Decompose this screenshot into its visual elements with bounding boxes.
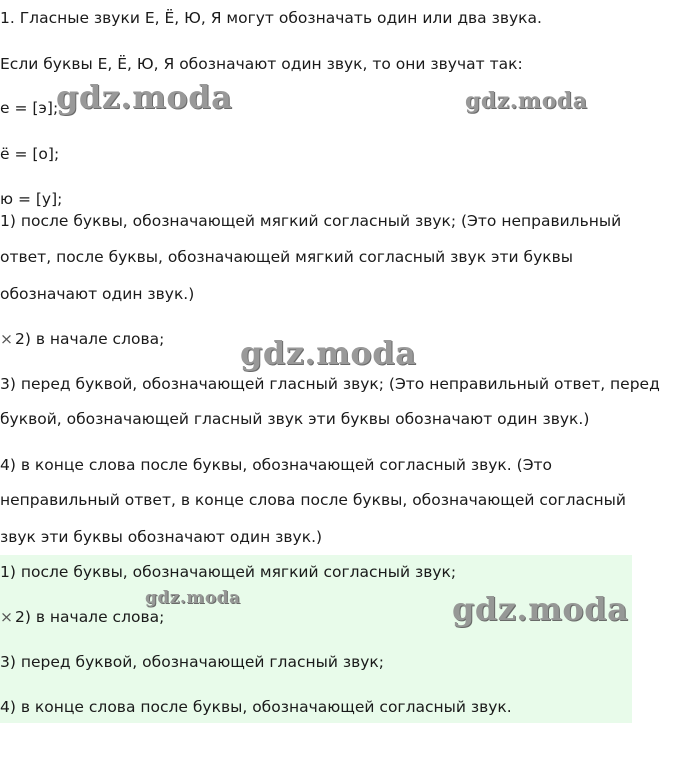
cross-icon: × — [0, 608, 13, 626]
task-line: звук эти буквы обозначают один звук.) — [0, 528, 323, 546]
task-line-crossed — [0, 329, 164, 349]
task-line: обозначают один звук.) — [0, 285, 195, 303]
task-line: ё = [о]; — [0, 145, 60, 163]
answer-line-text: 2) в начале слова; — [15, 608, 165, 626]
task-line: Если буквы Е, Ё, Ю, Я обозначают один звук, то они звучат так: — [0, 55, 523, 73]
watermark: gdz.moda — [452, 590, 629, 628]
answer-line: 1) после буквы, обозначающей мягкий согласный звук; — [0, 563, 457, 581]
task-line: 3) перед буквой, обозначающей гласный звук; (Это неправильный ответ, перед — [0, 375, 660, 393]
watermark: gdz.moda — [145, 588, 241, 608]
task-line: 1) после буквы, обозначающей мягкий согласный звук; (Это неправильный — [0, 212, 622, 230]
task-line: 1. Гласные звуки Е, Ё, Ю, Я могут обозначать один или два звука. — [0, 9, 542, 27]
answer-line-crossed — [0, 607, 164, 627]
task-line: ю = [у]; — [0, 190, 63, 208]
cross-icon: × — [0, 330, 13, 348]
answer-line: 3) перед буквой, обозначающей гласный звук; — [0, 653, 384, 671]
watermark: gdz.moda — [465, 88, 588, 114]
task-line: 4) в конце слова после буквы, обозначающей согласный звук. (Это — [0, 456, 553, 474]
task-line: неправильный ответ, в конце слова после буквы, обозначающей согласный — [0, 491, 626, 509]
task-line: буквой, обозначающей гласный звук эти буквы обозначают один звук.) — [0, 410, 590, 428]
watermark: gdz.moda — [56, 78, 233, 116]
task-line-text: 2) в начале слова; — [15, 330, 165, 348]
task-line: е = [э]; — [0, 99, 59, 117]
answer-line: 4) в конце слова после буквы, обозначающей согласный звук. — [0, 698, 512, 716]
watermark: gdz.moda — [240, 334, 417, 372]
task-line: ответ, после буквы, обозначающей мягкий согласный звук эти буквы — [0, 248, 574, 266]
